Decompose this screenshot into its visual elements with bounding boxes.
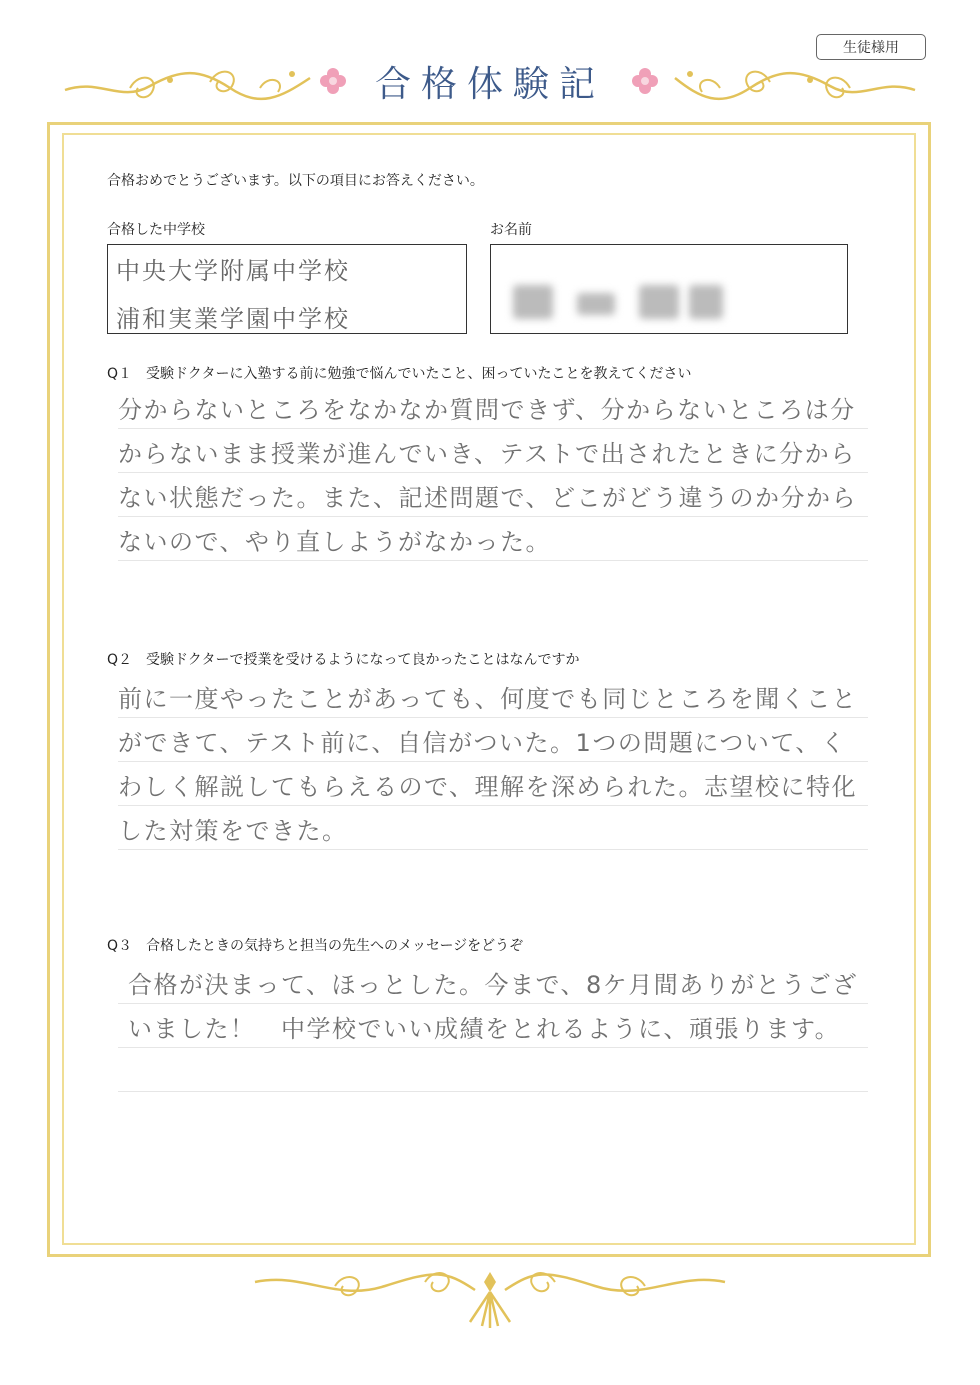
question-2-label: Q２ 受験ドクターで授業を受けるようになって良かったことはなんですか (107, 652, 580, 668)
blurred-name-part (689, 285, 723, 319)
question-1-answer: 分からないところをなかなか質問できず、分からないところは分からないまま授業が進んでいき、テストで出されたときに分からない状態だった。また、記述問題で、どこがどう違うのか分からないので、やり直しようがなかった。 (118, 396, 858, 556)
school-line-2: 浦和実業学園中学校 (116, 305, 350, 333)
school-label: 合格した中学校 (107, 222, 205, 238)
school-line-1: 中央大学附属中学校 (116, 257, 350, 285)
intro-text: 合格おめでとうございます。以下の項目にお答えください。 (107, 173, 484, 189)
question-2-answer: 前に一度やったことがあっても、何度でも同じところを聞くことができて、テスト前に、自信がついた。1つの問題について、くわしく解説してもらえるので、理解を深められた。志望校に特化した対策をできた。 (118, 685, 858, 845)
blurred-name-part (577, 293, 615, 315)
school-field (107, 244, 467, 334)
bottom-ornament-icon (245, 1262, 735, 1332)
page-title: 合格体験記 (374, 64, 605, 105)
question-1-label: Q１ 受験ドクターに入塾する前に勉強で悩んでいたこと、困っていたことを教えてください (107, 366, 692, 382)
student-badge: 生徒様用 (816, 34, 926, 60)
name-label: お名前 (490, 222, 532, 238)
question-3-label: Q３ 合格したときの気持ちと担当の先生へのメッセージをどうぞ (107, 938, 524, 954)
rule-line (118, 1091, 868, 1092)
blurred-name-part (513, 285, 553, 319)
blurred-name-part (639, 285, 679, 319)
name-field (490, 244, 848, 334)
question-3-answer: 合格が決まって、ほっとした。今まで、8ケ月間ありがとうございました！ 中学校でいい成績をとれるように、頑張ります。 (128, 971, 858, 1043)
